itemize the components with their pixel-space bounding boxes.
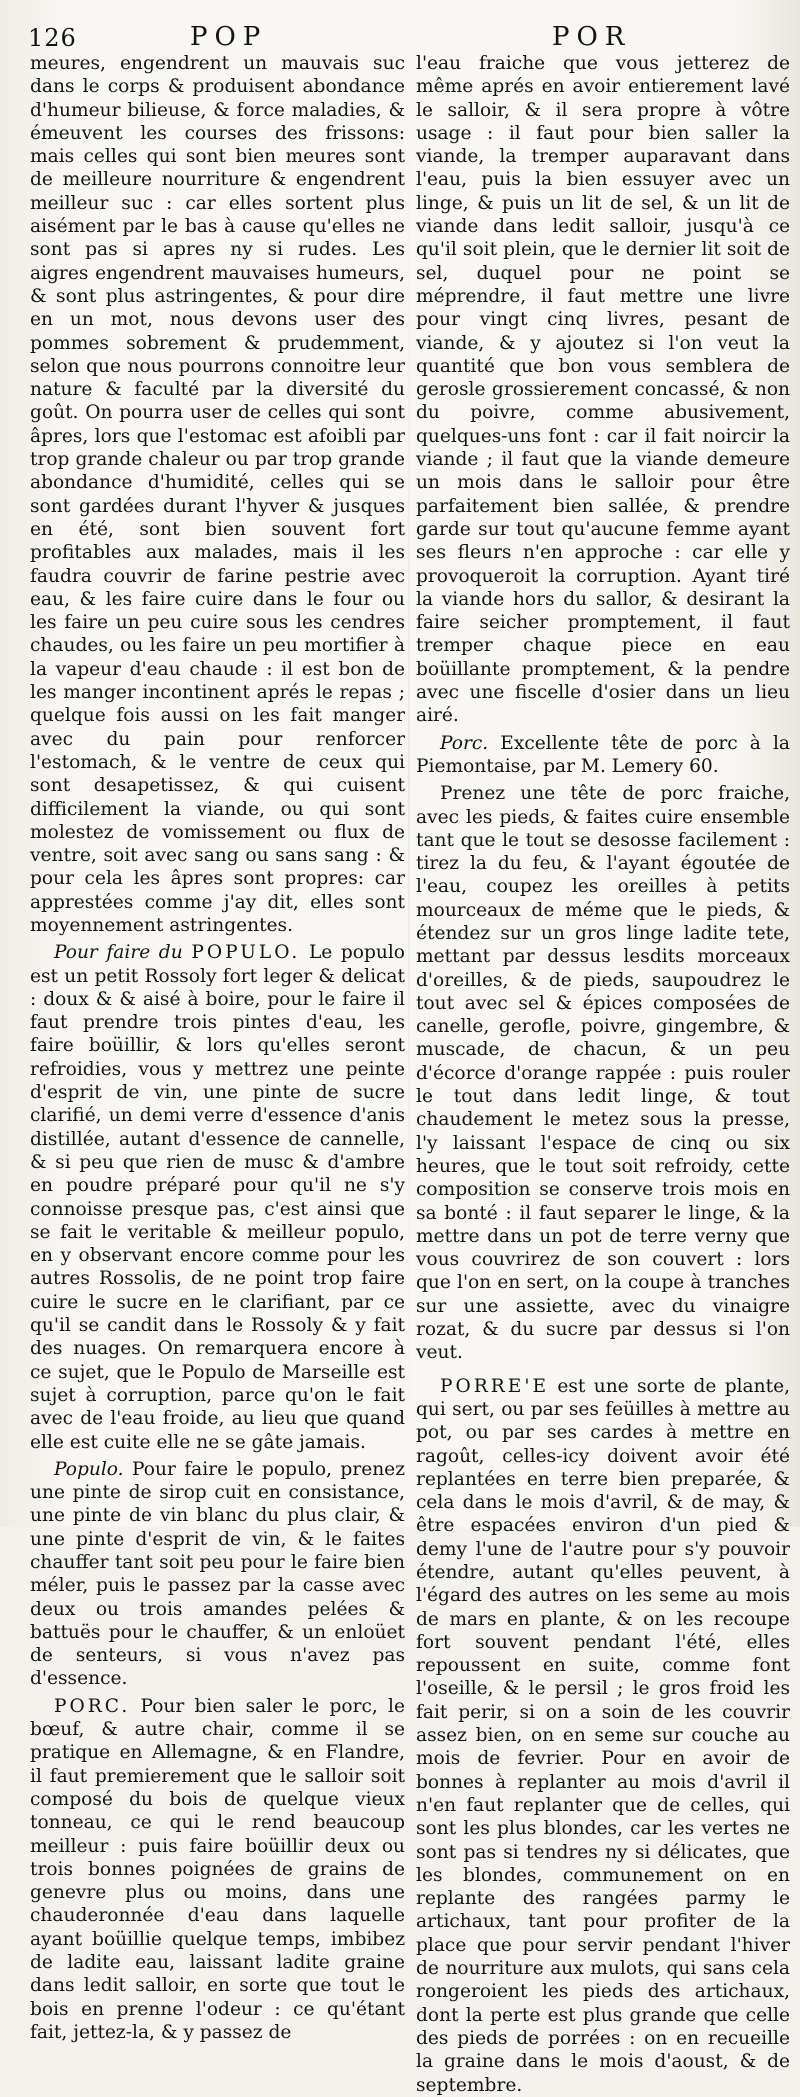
right-column <box>416 52 790 2096</box>
entry-porree-heading: PORRE'E <box>440 1375 550 1397</box>
column-gutter <box>408 60 410 1500</box>
running-head-right: POR <box>552 22 632 52</box>
entry-populo-recipe-label: Populo. <box>54 1458 124 1480</box>
entry-populo-recipe-text: Pour faire le populo, prenez une pinte de sirop cuit en consistance, une pinte de vin blanc du plus clair, & une pinte d'esprit de vin, & le faites chauffer tant soit peu pour le faire bien méler, puis le passez par la casse avec deux ou trois amandes pelées & battuës pour le chauffer, & un enloüet de senteurs, si vous n'avez pas d'essence. <box>30 1458 405 1690</box>
entry-porree <box>416 1375 790 2097</box>
entry-populo-recipe <box>30 1458 405 1691</box>
entry-populo-label: Pour faire du <box>54 942 183 964</box>
entry-populo-text: Le populo est un petit Rossoly fort leger & delicat : doux & & aisé à boire, pour le faire il faut prendre trois pintes d'eau, les faire boüillir, & lors qu'elles seront refroidies, vous y mettrez une peinte d'esprit de vin, une pinte de sucre clarifié, un demi verre d'essence d'anis distillée, autant d'essence de cannelle, & si peu que rien de musc & d'ambre en poudre préparé pour qu'il ne s'y connoisse presque pas, c'est ainsi que se fait le veritable & meilleur populo, en y observant encore comme pour les autres Rossolis, de ne point trop faire cuire le sucre en le clarifiant, par ce qu'il se candit dans le Rossoly & y fait des nuages. On remarquera encore à ce sujet, que le Populo de Marseille est sujet à corruption, parce qu'on le fait avec de l'eau froide, au lieu que quand elle est cuite elle ne se gâte jamais. <box>30 942 406 1453</box>
left-column <box>30 52 406 2043</box>
entry-porc-text: Pour bien saler le porc, le bœuf, & autre chair, comme il se pratique en Allemagne, & en Flandre, il faut premierement que le salloir soit composé du bois de quelque vieux tonneau, ce qui le rend beaucoup meilleur : puis faire boüillir deux ou trois bonnes poignées de grains de genevre plus ou moins, dans une chauderonnée d'eau dans laquelle ayant boüillie quelque temps, imbibez de ladite eau, laissant ladite graine dans ledit salloir, en sorte que tout le bois en prenne l'odeur : ce qu'étant fait, jettez-la, & y passez de <box>30 1695 405 2043</box>
entry-porc-piemontaise-label: Porc. <box>440 732 489 754</box>
paragraph-salting: l'eau fraiche que vous jetterez de même aprés en avoir entierement lavé le salloir, & il sera propre à vôtre usage : il faut pour bien saller la viande, la tremper auparavant dans l'eau, puis la bien essuyer avec un linge, & puis un lit de sel, & un lit de viande dans ledit salloir, jusqu'à ce qu'il soit plein, que le dernier lit soit de sel, duquel pour ne point se méprendre, il faut mettre une livre pour vingt cinq livres, pesant de viande, & y ajoutez si l'on veut la quantité que bon vous semblera de gerosle grossierement concassé, & non du poivre, comme abusivement, quelques-uns font : car il fait noircir la viande ; il faut que la viande demeure un mois dans le salloir pour être parfaitement bien sallée, & prendre garde sur tout qu'aucune femme ayant ses fleurs n'en approche : car elle y provoqueroit la corruption. Ayant tiré la viande hors du sallor, & desirant la faire seicher promptement, il faut tremper chaque piece en eau boüillante promptement, & la pendre avec une fiscelle d'osier dans un lieu airé. <box>416 53 790 727</box>
entry-populo-heading: POPULO. <box>191 942 301 964</box>
entry-populo <box>30 941 405 1454</box>
entry-porree-text: est une sorte de plante, qui sert, ou par ses feüilles à mettre au pot, ou par ses cardes à mettre en ragoût, celles-icy doivent avoir été replantées en terre bien preparée, & cela dans le mois d'avril, & de may, & être espacées environ d'un pied & demy l'une de l'autre pour s'y pouvoir étendre, autant qu'elles peuvent, à l'égard des autres on les seme au mois de mars en plante, & on les recoupe fort souvent pendant l'été, elles repoussent en suite, comme font l'oseille, & le persil ; le gros froid les fait perir, si on a soin de les couvrir assez bien, on en seme sur couche au mois de fevrier. Pour en avoir de bonnes à replanter au mois d'avril il n'en faut replanter que de celles, qui sont les plus blondes, car les vertes ne sont pas si tendres ny si délicates, que les blondes, communement on en replante des rangées parmy le artichaux, tant pour profiter de la place que pour servir pendant l'hiver de nourriture aux mulots, qui sans cela rongeroient les pieds des artichaux, dont la perte est plus grande que celle des pieds de porrées : on en recueille la graine dans le mois d'aoust, & de septembre. <box>416 1375 790 2096</box>
paragraph-apples: meures, engendrent un mauvais suc dans le corps & produisent abondance d'humeur bilieuse, & force maladies, & émeuvent les courses des frissons: mais celles qui sont bien meures sont de meilleure nourriture & engendrent meilleur suc : car elles sortent plus aisément par le bas à cause qu'elles ne sont pas si apres ny si rudes. Les aigres engendrent mauvaises humeurs, & sont plus astringentes, & pour dire en un mot, nous devons user des pommes sobrement & prudemment, selon que nous pourrons connoitre leur nature & faculté par la diversité du goût. On pourra user de celles qui sont âpres, lors que l'estomac est afoibli par trop grande chaleur ou par trop grande abondance d'humidité, celles qui se sont gardées durant l'hyver & jusques en été, sont bien souvent fort profitables aux malades, mais il les faudra couvrir de farine pestrie avec eau, & les faire cuire dans le four ou les faire un peu cuire sous les cendres chaudes, ou les faire un peu mortifier à la vapeur d'eau chaude : il est bon de les manger incontinent aprés le repas ; quelque fois aussi on les fait manger avec du pain pour renforcer l'estomach, & le ventre de ceux qui sont desapetissez, & qui cuisent difficilement la viande, ou qui sont molestez de vomissement ou flux de ventre, soit avec sang ou sans sang : & pour cela les âpres sont propres: car apprestées comme j'ay dit, elles sont moyennement astringentes. <box>30 53 405 936</box>
running-head-left: POP <box>190 22 268 52</box>
entry-porc-heading: PORC. <box>54 1695 131 1717</box>
page-number: 126 <box>28 24 77 52</box>
entry-porc <box>30 1695 405 2044</box>
entry-porc-piemontaise <box>416 732 790 779</box>
paragraph-pig-head-recipe: Prenez une tête de porc fraiche, avec les pieds, & faites cuire ensemble tant que le tout se desosse facilement : tirez la du feu, & l'ayant égoutée de l'eau, coupez les oreilles à petits mourceaux de méme que le pieds, & étendez sur un gros linge ladite tete, mettant par dessus lesdits morceaux d'oreilles, & de pieds, saupoudrez le tout avec sel & épices composées de canelle, gerofle, poivre, gingembre, & muscade, de chacun, & un peu d'écorce d'orange rappée : puis rouler le tout dans ledit linge, & tout chaudement le metez sous la presse, l'y laissant l'espace de cinq ou six heures, que le tout soit refroidy, cette composition se conserve trois mois en sa bonté : il faut separer le linge, & la mettre dans un pot de terre verny que vous couvrirez de son couvert : lors que l'on en sert, on la coupe à tranches sur une assiette, avec du vinaigre rozat, & du sucre par dessus si l'on veut. <box>416 783 790 1364</box>
entry-porc-piemontaise-text: Excellente tête de porc à la Piemontaise, par M. Lemery 60. <box>416 732 790 777</box>
